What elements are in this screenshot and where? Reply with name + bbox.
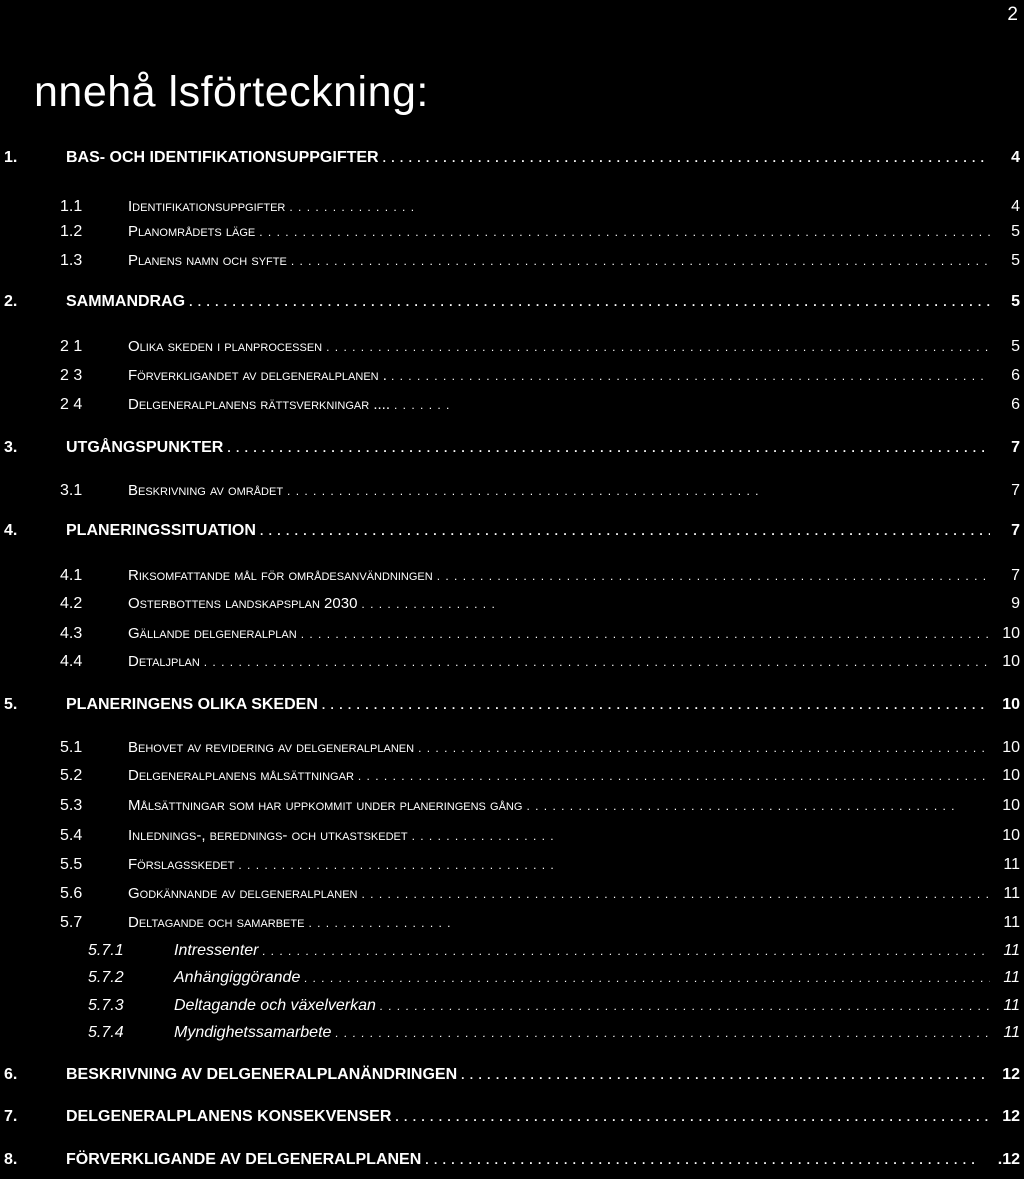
toc-entry-number: 5.5	[60, 856, 83, 873]
toc-entry-label: Delgeneralplanens rättsverkningar ....	[128, 396, 391, 413]
toc-entry-label: Olika skeden i planprocessen	[128, 338, 323, 355]
toc-entry-page: 10	[1002, 739, 1020, 756]
toc-entry-label: SAMMANDRAG	[66, 293, 186, 310]
toc-entry-label: Delgeneralplanens målsättningar	[128, 767, 354, 784]
toc-entry-label: PLANERINGENS OLIKA SKEDEN	[66, 696, 318, 713]
toc-entry-number: 1.3	[60, 252, 83, 269]
toc-entry-label: Godkännande av delgeneralplanen	[128, 885, 358, 902]
toc-entry-number: 4.3	[60, 625, 83, 642]
toc-dot-leader	[526, 794, 960, 818]
toc-entry-label: Planområdets läge	[128, 223, 256, 240]
toc-entry-label: Gällande delgeneralplan	[128, 625, 297, 642]
toc-entry-number: 5.	[4, 696, 18, 713]
toc-entry[interactable]	[4, 1063, 1020, 1087]
toc-entry-number: 6.	[4, 1066, 18, 1083]
toc-entry[interactable]	[0, 1021, 1020, 1045]
toc-entry-number: 4.2	[60, 595, 83, 612]
toc-entry-label: Inlednings-, berednings- och utkastskedet	[128, 827, 408, 844]
toc-entry-page: 4	[1011, 149, 1020, 166]
toc-entry[interactable]	[60, 564, 1020, 588]
toc-entry[interactable]	[60, 479, 1020, 503]
toc-dot-leader	[361, 592, 495, 616]
toc-entry[interactable]	[60, 364, 1020, 388]
toc-entry[interactable]	[60, 195, 1020, 219]
toc-dot-leader	[260, 519, 990, 543]
toc-entry-label: Anhängiggörande	[174, 969, 301, 986]
toc-dot-leader	[461, 1063, 990, 1087]
toc-entry[interactable]	[0, 939, 1020, 963]
toc-entry[interactable]	[4, 290, 1020, 314]
toc-entry-number: 8.	[4, 1151, 18, 1168]
toc-entry-number: 4.1	[60, 567, 83, 584]
toc-dot-leader	[287, 479, 760, 503]
page-number: 2	[1007, 4, 1018, 25]
toc-dot-leader	[259, 220, 990, 244]
toc-entry-label: FÖRVERKLIGANDE AV DELGENERALPLANEN	[66, 1151, 422, 1168]
toc-entry-page: 7	[1011, 522, 1020, 539]
toc-entry[interactable]	[60, 592, 1020, 616]
toc-title: nnehå lsförteckning:	[34, 68, 429, 116]
toc-entry[interactable]	[60, 622, 1020, 646]
toc-entry-page: 5	[1011, 338, 1020, 355]
toc-entry-label: UTGÅNGSPUNKTER	[66, 439, 224, 456]
toc-entry-page: 5	[1011, 252, 1020, 269]
toc-entry-label: Intressenter	[174, 942, 259, 959]
toc-entry-page: 10	[1002, 653, 1020, 670]
toc-entry-page: 10	[1002, 767, 1020, 784]
toc-dot-leader	[361, 882, 990, 906]
toc-entry[interactable]	[4, 693, 1020, 717]
toc-entry-page: 9	[1011, 595, 1020, 612]
toc-entry[interactable]	[4, 1148, 1020, 1172]
toc-dot-leader	[418, 736, 990, 760]
toc-entry-number: 5.7.2	[88, 969, 124, 986]
toc-dot-leader	[383, 146, 990, 170]
toc-entry-page: 11	[1003, 885, 1020, 902]
toc-dot-leader	[308, 911, 450, 935]
toc-entry-number: 5.7.1	[88, 942, 124, 959]
toc-entry-page: 5	[1011, 293, 1020, 310]
toc-entry-label: Identifikationsuppgifter	[128, 198, 286, 215]
toc-entry-label: Planens namn och syfte	[128, 252, 287, 269]
toc-entry-page: 7	[1011, 482, 1020, 499]
toc-entry-page: 5	[1011, 223, 1020, 240]
toc-entry[interactable]	[4, 146, 1020, 170]
toc-entry-label: BESKRIVNING AV DELGENERALPLANÄNDRINGEN	[66, 1066, 458, 1083]
toc-entry-page: 7	[1011, 567, 1020, 584]
toc-entry-page: 11	[1003, 914, 1020, 931]
toc-entry-number: 3.1	[60, 482, 83, 499]
toc-entry-page: 6	[1011, 396, 1020, 413]
toc-dot-leader	[425, 1148, 980, 1172]
toc-entry-number: 1.2	[60, 223, 83, 240]
toc-entry-label: DELGENERALPLANENS KONSEKVENSER	[66, 1108, 392, 1125]
toc-entry-page: 11	[1003, 942, 1020, 959]
toc-entry[interactable]	[0, 966, 1020, 990]
toc-dot-leader	[289, 195, 420, 219]
toc-entry-number: 4.4	[60, 653, 83, 670]
toc-entry[interactable]	[60, 335, 1020, 359]
toc-entry-page: 11	[1003, 969, 1020, 986]
toc-entry[interactable]	[4, 436, 1020, 460]
toc-entry-page: 11	[1003, 1024, 1020, 1041]
toc-entry-label: PLANERINGSSITUATION	[66, 522, 256, 539]
toc-entry-number: 3.	[4, 439, 18, 456]
toc-entry-number: 5.7	[60, 914, 83, 931]
toc-entry[interactable]	[60, 853, 1020, 877]
toc-entry-label: Förslagsskedet	[128, 856, 235, 873]
toc-entry[interactable]	[60, 794, 1020, 818]
toc-dot-leader	[322, 693, 990, 717]
toc-entry-label: BAS- OCH IDENTIFIKATIONSUPPGIFTER	[66, 149, 379, 166]
toc-entry-page: 10	[1002, 696, 1020, 713]
toc-entry-number: 2.	[4, 293, 18, 310]
toc-entry[interactable]	[60, 249, 1020, 273]
toc-entry[interactable]	[60, 220, 1020, 244]
toc-entry-page: 10	[1002, 625, 1020, 642]
toc-entry-page: 4	[1011, 198, 1020, 215]
toc-dot-leader	[380, 994, 990, 1018]
toc-dot-leader	[394, 393, 450, 417]
toc-entry-page: 7	[1011, 439, 1020, 456]
toc-entry-number: 1.	[4, 149, 18, 166]
toc-entry[interactable]	[60, 736, 1020, 760]
toc-entry-number: 5.2	[60, 767, 83, 784]
toc-entry-number: 5.7.4	[88, 1024, 124, 1041]
toc-dot-leader	[358, 764, 990, 788]
toc-entry-number: 5.3	[60, 797, 83, 814]
toc-entry[interactable]	[4, 519, 1020, 543]
toc-entry-page: 10	[1002, 797, 1020, 814]
toc-entry-number: 4.	[4, 522, 18, 539]
toc-dot-leader	[189, 290, 990, 314]
toc-entry-number: 7.	[4, 1108, 18, 1125]
toc-entry-page: 6	[1011, 367, 1020, 384]
toc-dot-leader	[227, 436, 990, 460]
toc-entry[interactable]	[60, 393, 1020, 417]
toc-entry-label: Detaljplan	[128, 653, 200, 670]
toc-entry-page: 10	[1002, 827, 1020, 844]
toc-entry-page: 11	[1003, 856, 1020, 873]
toc-dot-leader	[291, 249, 990, 273]
toc-entry-label: Deltagande och samarbete	[128, 914, 305, 931]
toc-dot-leader	[335, 1021, 990, 1045]
toc-dot-leader	[437, 564, 990, 588]
toc-dot-leader	[304, 966, 990, 990]
toc-dot-leader	[204, 650, 990, 674]
toc-entry-label: Deltagande och växelverkan	[174, 997, 376, 1014]
toc-entry[interactable]	[60, 882, 1020, 906]
toc-dot-leader	[262, 939, 990, 963]
toc-entry[interactable]	[60, 911, 1020, 935]
toc-entry[interactable]	[60, 824, 1020, 848]
toc-entry[interactable]	[4, 1105, 1020, 1129]
toc-entry-label: Beskrivning av området	[128, 482, 284, 499]
toc-entry-number: 1.1	[60, 198, 83, 215]
toc-dot-leader	[238, 853, 560, 877]
toc-entry-number: 2 3	[60, 367, 83, 384]
toc-entry-label: Behovet av revidering av delgeneralplanen	[128, 739, 415, 756]
toc-entry-label: Förverkligandet av delgeneralplanen .	[128, 367, 387, 384]
toc-entry[interactable]	[0, 994, 1020, 1018]
toc-entry[interactable]	[60, 650, 1020, 674]
toc-entry-number: 5.6	[60, 885, 83, 902]
toc-entry-number: 2 4	[60, 396, 83, 413]
toc-entry-page: 12	[1002, 1066, 1020, 1083]
toc-entry-label: Osterbottens landskapsplan 2030	[128, 595, 358, 612]
toc-entry-page: 12	[1002, 1108, 1020, 1125]
toc-entry-page: 11	[1003, 997, 1020, 1014]
toc-dot-leader	[326, 335, 990, 359]
toc-entry-number: 2 1	[60, 338, 83, 355]
toc-entry-number: 5.7.3	[88, 997, 124, 1014]
toc-entry-page: .12	[997, 1151, 1020, 1168]
toc-dot-leader	[412, 824, 560, 848]
toc-dot-leader	[301, 622, 990, 646]
toc-entry-label: Riksomfattande mål för områdesanvändningen	[128, 567, 433, 584]
toc-entry-number: 5.1	[60, 739, 83, 756]
toc-entry-label: Myndighetssamarbete	[174, 1024, 332, 1041]
toc-dot-leader	[391, 364, 990, 388]
toc-entry[interactable]	[60, 764, 1020, 788]
toc-entry-number: 5.4	[60, 827, 83, 844]
toc-dot-leader	[395, 1105, 990, 1129]
toc-entry-label: Målsättningar som har uppkommit under planeringens gång	[128, 797, 523, 814]
